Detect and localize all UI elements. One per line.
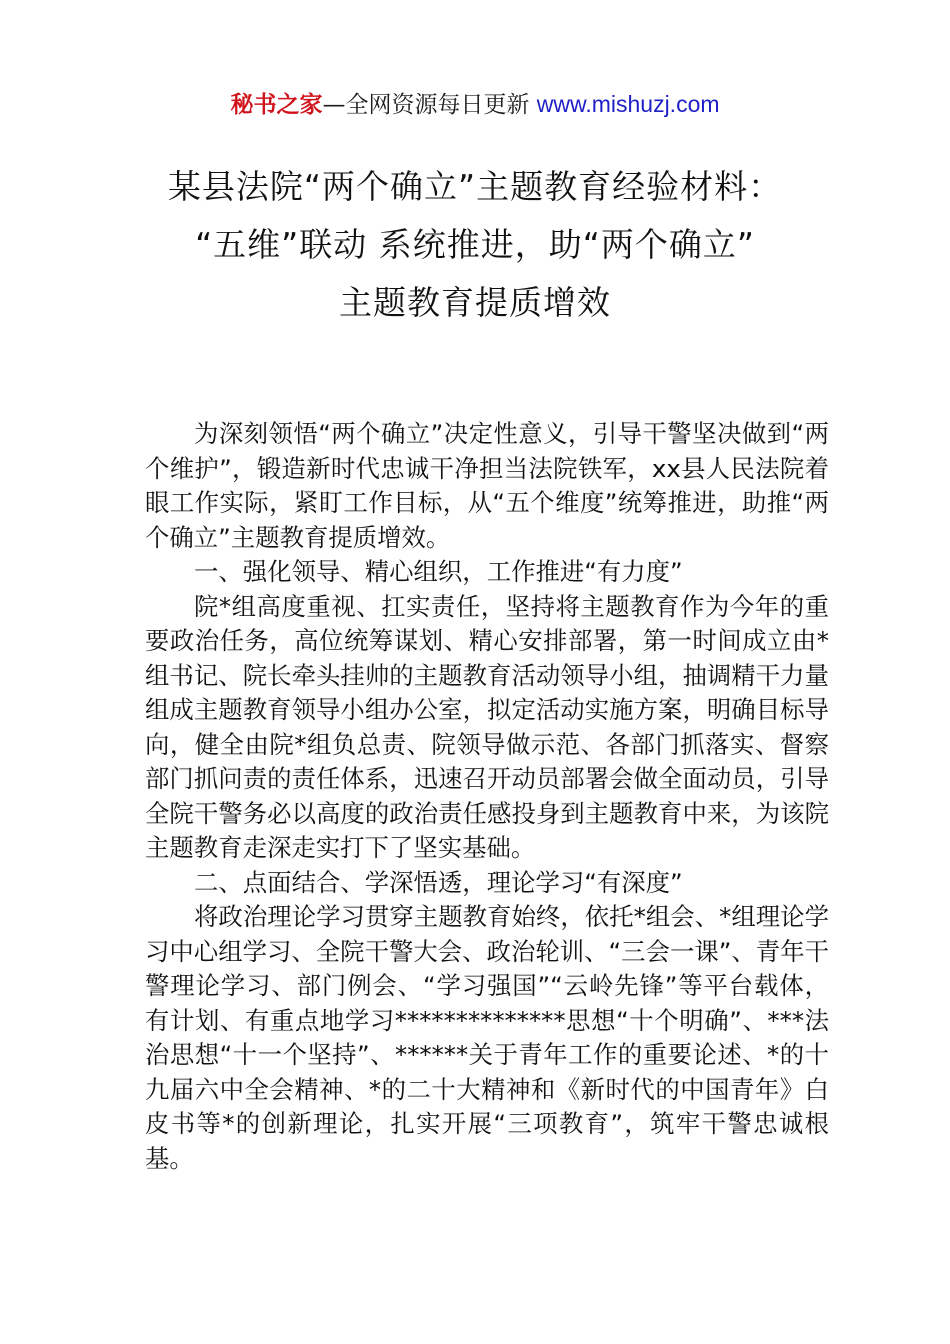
site-url-link[interactable]: www.mishuzj.com (536, 91, 720, 117)
document-title (0, 158, 950, 332)
title-line-3: 主题教育提质增效 (339, 283, 611, 322)
site-header (0, 88, 950, 121)
header-tagline: —全网资源每日更新 (322, 92, 530, 118)
title-line-1: 某县法院“两个确立”主题教育经验材料： (167, 167, 783, 206)
brand-name: 秘书之家 (230, 92, 323, 118)
section-2-heading: 二、点面结合、学深悟透，理论学习“有深度” (194, 867, 683, 897)
section-2-paragraph: 将政治理论学习贯穿主题教育始终，依托*组会、*组理论学习中心组学习、全院干警大会、政治轮训、“三会一课”、青年干警理论学习、部门例会、“学习强国”“云岭先锋”等平台载体，有计划、有重点地学习**************思想“十个明确”、***法治思想“十一个坚持”、******关于青年工作的重要论述、*的十九届六中全会精神、*的二十大精神和《新时代的中国青年》白皮书等*的创新理论，扎实开展“三项教育”，筑牢干警忠诚根基。 (145, 902, 829, 1173)
intro-paragraph: 为深刻领悟“两个确立”决定性意义，引导干警坚决做到“两个维护”，锻造新时代忠诚干净担当法院铁军，xx县人民法院着眼工作实际，紧盯工作目标，从“五个维度”统筹推进，助推“两个确立”主题教育提质增效。 (145, 419, 829, 552)
document-body (145, 417, 829, 1176)
section-1-heading: 一、强化领导、精心组织，工作推进“有力度” (194, 557, 683, 586)
section-1-paragraph: 院*组高度重视、扛实责任，坚持将主题教育作为今年的重要政治任务，高位统筹谋划、精心安排部署，第一时间成立由*组书记、院长牵头挂帅的主题教育活动领导小组，抽调精干力量组成主题教育领导小组办公室，拟定活动实施方案，明确目标导向，健全由院*组负总责、院领导做示范、各部门抓落实、督察部门抓问责的责任体系，迅速召开动员部署会做全面动员，引导全院干警务必以高度的政治责任感投身到主题教育中来，为该院主题教育走深走实打下了坚实基础。 (145, 591, 829, 862)
title-line-2: “五维”联动 系统推进，助“两个确立” (195, 225, 755, 264)
